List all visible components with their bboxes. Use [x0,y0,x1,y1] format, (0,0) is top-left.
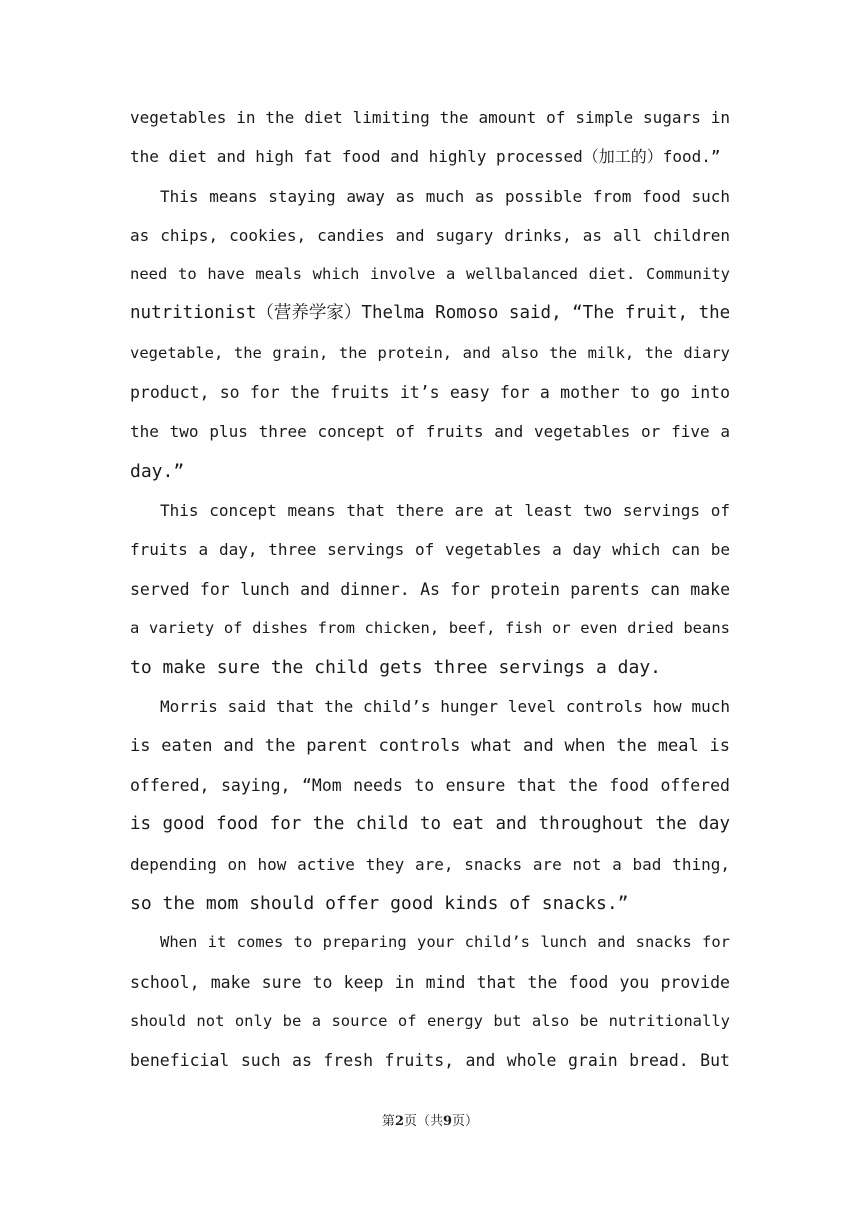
page-footer [0,1110,860,1129]
text-line: day.” [130,460,185,482]
text-line: beneficial such as fresh fruits, and whole grain bread. But [130,1051,730,1071]
text-line: vegetables in the diet limiting the amount of simple sugars in [130,108,730,127]
text-line: This concept means that there are at least two servings of [160,500,730,520]
text-line: the diet and high fat food and highly processed（加工的）food.” [130,147,721,167]
text-line: is good food for the child to eat and throughout the day [130,814,730,835]
footer-suffix: 页） [452,1114,479,1129]
text-line: nutritionist（营养学家）Thelma Romoso said, “The fruit, the [130,303,731,324]
text-line: When it comes to preparing your child’s lunch and snacks for [160,933,730,952]
text-line: Morris said that the child’s hunger level controls how much [160,697,730,717]
text-line: vegetable, the grain, the protein, and also the milk, the diary [130,343,730,362]
footer-page-number: 2 [394,1114,404,1129]
text-line: product, so for the fruits it’s easy for a mother to go into [130,383,730,403]
text-line: so the mom should offer good kinds of snacks.” [130,892,629,914]
text-line: is eaten and the parent controls what and when the meal is [130,735,730,756]
text-line: to make sure the child gets three servings a day. [130,657,662,679]
document-body [130,98,730,1080]
text-line: should not only be a source of energy but also be nutritionally [130,1011,730,1030]
text-line: a variety of dishes from chicken, beef, fish or even dried beans [130,618,730,637]
footer-prefix: 第 [381,1114,395,1129]
text-line: school, make sure to keep in mind that the food you provide [130,972,730,992]
footer-total-pages: 9 [443,1114,453,1129]
text-line: served for lunch and dinner. As for protein parents can make [130,579,730,599]
text-line: depending on how active they are, snacks are not a bad thing, [130,854,730,874]
text-line: the two plus three concept of fruits and vegetables or five a [130,422,730,442]
footer-middle: 页（共 [403,1114,443,1129]
text-line: offered, saying, “Mom needs to ensure that the food offered [130,776,730,796]
text-line: This means staying away as much as possible from food such [160,186,730,206]
text-line: need to have meals which involve a wellbalanced diet. Community [130,265,730,284]
text-line: fruits a day, three servings of vegetables a day which can be [130,540,730,560]
text-line: as chips, cookies, candies and sugary drinks, as all children [130,225,730,245]
